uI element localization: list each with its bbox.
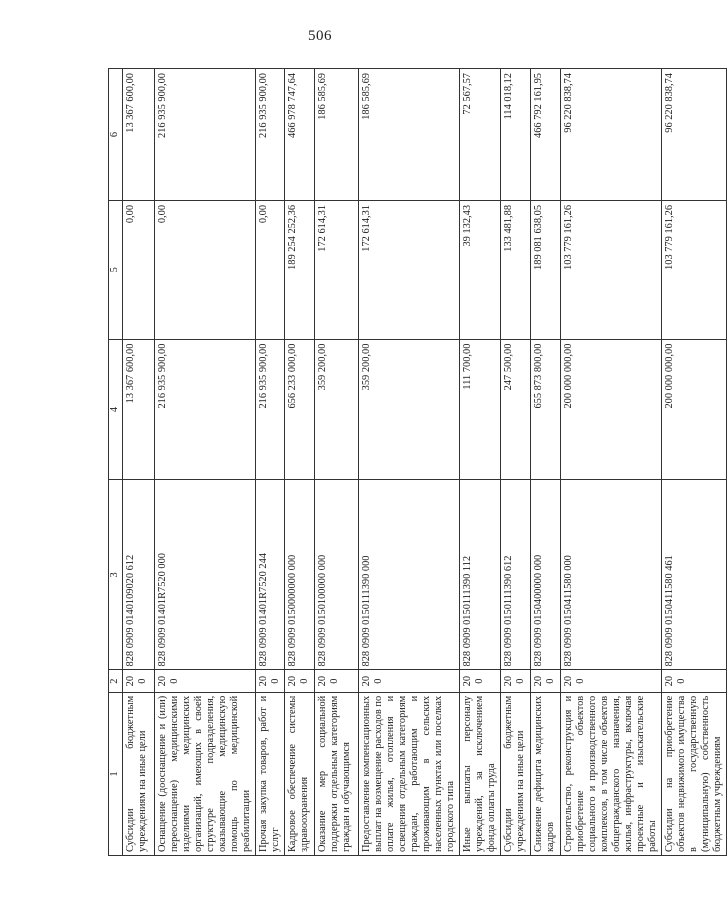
- row-col5: 189 254 252,36: [285, 200, 315, 339]
- row-col4: 359 200,00: [359, 339, 460, 480]
- row-code: 200: [662, 670, 727, 692]
- row-col6: 216 935 900,00: [155, 69, 256, 201]
- row-col6: 114 018,12: [501, 69, 531, 201]
- row-col4: 247 500,00: [501, 339, 531, 480]
- row-kbk: 828 0909 0150411580 461: [662, 480, 727, 670]
- header-cell-2: 2: [109, 670, 123, 692]
- row-kbk: 828 0909 0150411580 000: [561, 480, 662, 670]
- table-row: [662, 69, 727, 856]
- row-kbk: 828 0909 0140109020 612: [123, 480, 155, 670]
- row-name: Оснащение (дооснащение и (или) переоснащение) медицинскими изделиями медицинских организаций, имеющих в своей структуре подразделения, оказывающие медицинскую помощь по медицинской реабилитации: [155, 692, 256, 855]
- table-row: [561, 69, 662, 856]
- row-code: 200: [359, 670, 460, 692]
- row-name: Субсидии на приобретение объектов недвижимого имущества в государственную (муниципальную) собственность бюджетным учреждениям: [662, 692, 727, 855]
- table-header-row: [109, 69, 123, 856]
- row-col5: 0,00: [256, 200, 285, 339]
- row-col5: 0,00: [155, 200, 256, 339]
- row-col5: 103 779 161,26: [662, 200, 727, 339]
- table-row: [123, 69, 155, 856]
- row-col5: 133 481,88: [501, 200, 531, 339]
- row-col6: 466 792 161,95: [531, 69, 561, 201]
- header-cell-6: 6: [109, 69, 123, 201]
- row-name: Кадровое обеспечение системы здравоохранения: [285, 692, 315, 855]
- row-name: Субсидии бюджетным учреждениям на иные цели: [123, 692, 155, 855]
- row-col5: 39 132,43: [460, 200, 501, 339]
- table-row: [501, 69, 531, 856]
- row-col4: 216 935 900,00: [155, 339, 256, 480]
- row-name: Предоставление компенсационных выплат на возмещение расходов по оплате жилья, отопления и освещения отдельным категориям граждан, работающим и проживающим в сельских населенных пунктах или поселках городского типа: [359, 692, 460, 855]
- budget-table-rotated: [108, 68, 723, 856]
- table-row: [256, 69, 285, 856]
- row-code: 200: [501, 670, 531, 692]
- table-row: [531, 69, 561, 856]
- row-col4: 216 935 900,00: [256, 339, 285, 480]
- row-code: 200: [155, 670, 256, 692]
- row-col6: 186 585,69: [359, 69, 460, 201]
- row-name: Прочая закупка товаров, работ и услуг: [256, 692, 285, 855]
- row-name: Оказание мер социальной поддержки отдельным категориям граждан и обучающимся: [315, 692, 359, 855]
- row-kbk: 828 0909 0150000000 000: [285, 480, 315, 670]
- table-row: [359, 69, 460, 856]
- table-row: [315, 69, 359, 856]
- header-cell-4: 4: [109, 339, 123, 480]
- row-code: 200: [123, 670, 155, 692]
- row-code: 200: [315, 670, 359, 692]
- header-cell-1: 1: [109, 692, 123, 855]
- table-row: [460, 69, 501, 856]
- row-col6: 96 220 838,74: [662, 69, 727, 201]
- row-code: 200: [531, 670, 561, 692]
- row-kbk: 828 0909 0150100000 000: [315, 480, 359, 670]
- row-col4: 200 000 000,00: [662, 339, 727, 480]
- page-number: 506: [308, 28, 332, 44]
- row-kbk: 828 0909 01401R7520 000: [155, 480, 256, 670]
- row-code: 200: [256, 670, 285, 692]
- header-cell-3: 3: [109, 480, 123, 670]
- row-col6: 13 367 600,00: [123, 69, 155, 201]
- row-col6: 186 585,69: [315, 69, 359, 201]
- row-col4: 656 233 000,00: [285, 339, 315, 480]
- header-cell-5: 5: [109, 200, 123, 339]
- row-col5: 0,00: [123, 200, 155, 339]
- row-kbk: 828 0909 0150111390 112: [460, 480, 501, 670]
- budget-table: [108, 68, 727, 856]
- row-col5: 172 614,31: [359, 200, 460, 339]
- table-row: [285, 69, 315, 856]
- row-col6: 96 220 838,74: [561, 69, 662, 201]
- row-kbk: 828 0909 0150111390 000: [359, 480, 460, 670]
- row-col6: 72 567,57: [460, 69, 501, 201]
- table-row: [155, 69, 256, 856]
- row-code: 200: [285, 670, 315, 692]
- row-kbk: 828 0909 0150400000 000: [531, 480, 561, 670]
- row-name: Субсидии бюджетным учреждениям на иные цели: [501, 692, 531, 855]
- row-name: Снижение дефицита медицинских кадров: [531, 692, 561, 855]
- row-kbk: 828 0909 0150111390 612: [501, 480, 531, 670]
- row-col4: 200 000 000,00: [561, 339, 662, 480]
- row-col4: 111 700,00: [460, 339, 501, 480]
- row-name: Иные выплаты персоналу учреждений, за исключением фонда оплаты труда: [460, 692, 501, 855]
- row-col4: 13 367 600,00: [123, 339, 155, 480]
- row-col4: 655 873 800,00: [531, 339, 561, 480]
- row-col6: 216 935 900,00: [256, 69, 285, 201]
- row-code: 200: [460, 670, 501, 692]
- row-kbk: 828 0909 01401R7520 244: [256, 480, 285, 670]
- row-col5: 189 081 638,05: [531, 200, 561, 339]
- row-col5: 172 614,31: [315, 200, 359, 339]
- row-col5: 103 779 161,26: [561, 200, 662, 339]
- row-col6: 466 978 747,64: [285, 69, 315, 201]
- row-col4: 359 200,00: [315, 339, 359, 480]
- row-code: 200: [561, 670, 662, 692]
- row-name: Строительство, реконструкция и приобретение объектов социального и производственного комплексов, в том числе объектов общегражданского назначения, жилья, инфраструктуры, включая проектные и изыскательские работы: [561, 692, 662, 855]
